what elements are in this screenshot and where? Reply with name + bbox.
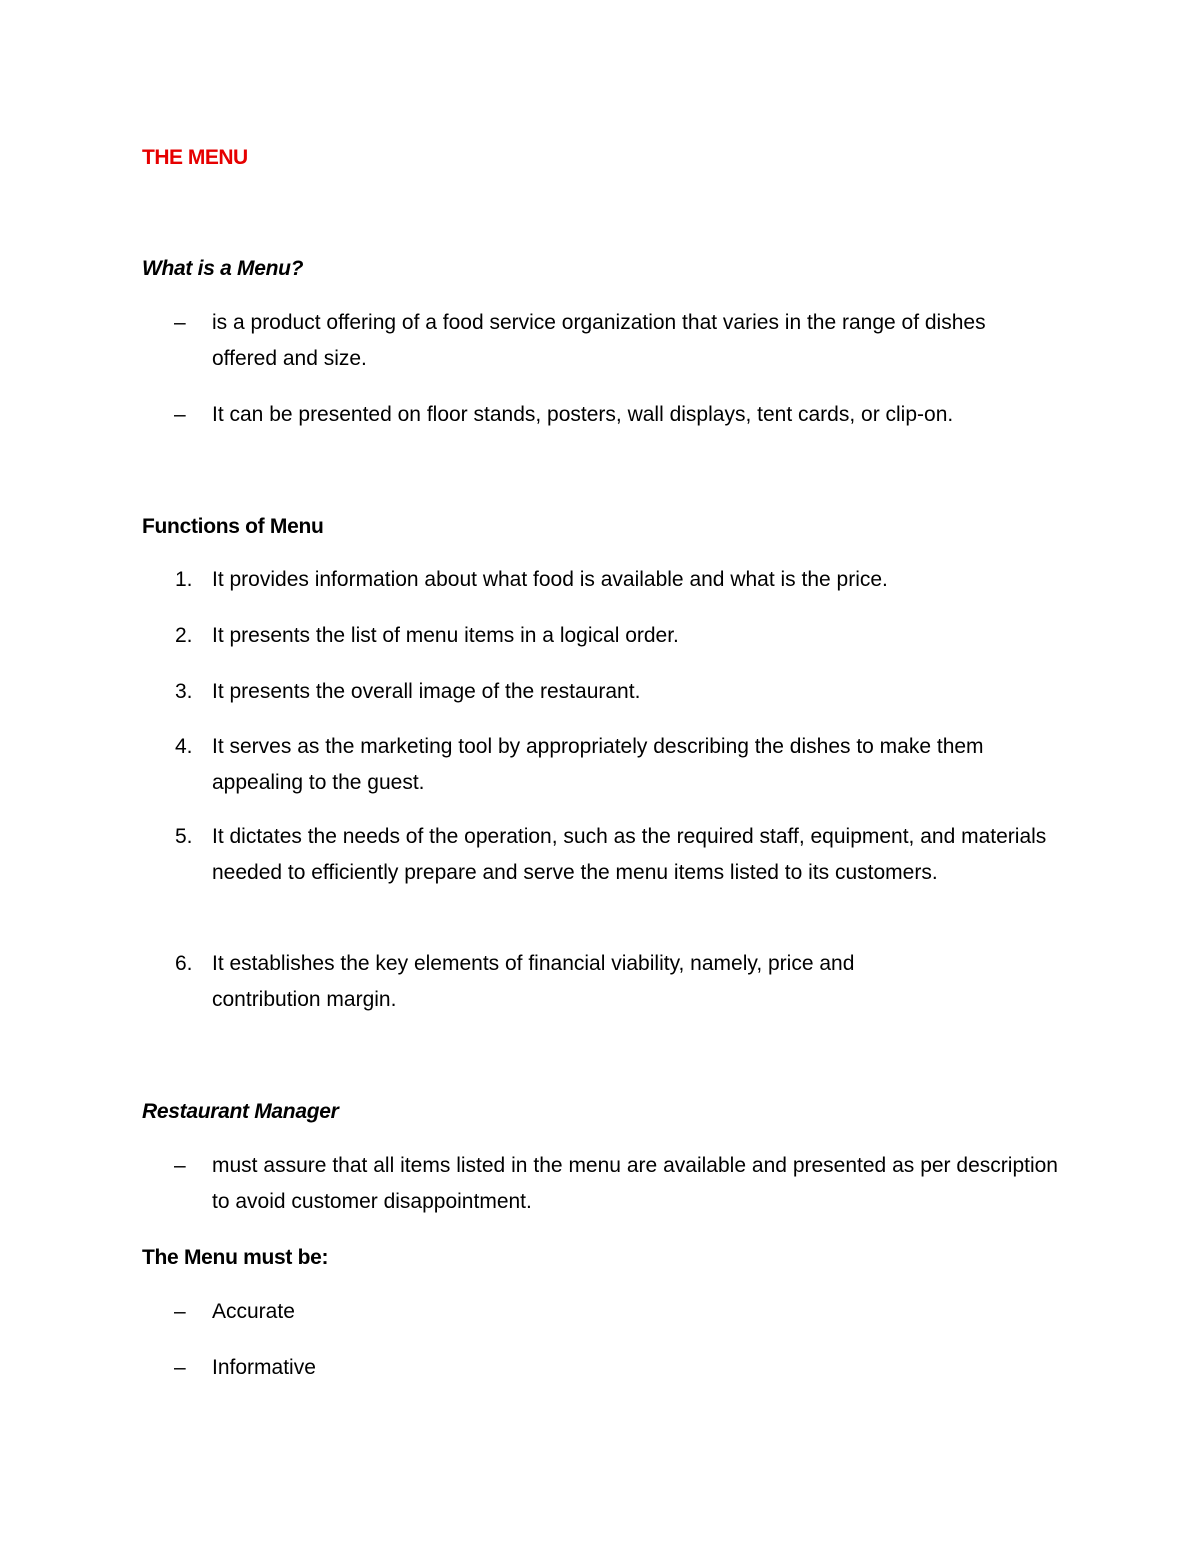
item-number: 5. <box>175 825 193 848</box>
dash-bullet: – <box>174 1300 186 1323</box>
item-number: 6. <box>175 952 193 975</box>
numbered-item <box>142 819 1072 891</box>
list-item <box>142 1294 1072 1330</box>
document-title: THE MENU <box>142 146 248 169</box>
what-is-menu-heading: What is a Menu? <box>142 257 304 280</box>
dash-bullet: – <box>174 1154 186 1177</box>
list-item-text: Informative <box>212 1356 316 1379</box>
numbered-item-text: It dictates the needs of the operation, such as the required staff, equipment, and materials needed to efficiently prepare and serve the menu items listed to its customers. <box>212 825 1047 884</box>
numbered-item-text: It provides information about what food is available and what is the price. <box>212 568 888 591</box>
list-item-text: It can be presented on floor stands, posters, wall displays, tent cards, or clip-on. <box>212 403 954 426</box>
list-item <box>142 1148 1072 1220</box>
item-number: 3. <box>175 680 193 703</box>
numbered-item <box>142 946 1072 1018</box>
numbered-item-text: It establishes the key elements of financial viability, namely, price and contribution margin. <box>212 952 855 1011</box>
list-item-text: Accurate <box>212 1300 295 1323</box>
item-number: 1. <box>175 568 193 591</box>
functions-heading: Functions of Menu <box>142 515 324 538</box>
numbered-item <box>142 618 1072 654</box>
list-item-text: is a product offering of a food service organization that varies in the range of dishes offered and size. <box>212 311 986 370</box>
item-number: 4. <box>175 735 193 758</box>
restaurant-manager-heading: Restaurant Manager <box>142 1100 339 1123</box>
list-item <box>142 1350 1072 1386</box>
numbered-item <box>142 674 1072 710</box>
numbered-item <box>142 729 1072 801</box>
list-item <box>142 305 1072 377</box>
numbered-item-text: It presents the overall image of the restaurant. <box>212 680 641 703</box>
dash-bullet: – <box>174 1356 186 1379</box>
dash-bullet: – <box>174 403 186 426</box>
numbered-item-text: It serves as the marketing tool by appropriately describing the dishes to make them appealing to the guest. <box>212 735 984 794</box>
list-item-text: must assure that all items listed in the menu are available and presented as per description to avoid customer disappointment. <box>212 1154 1058 1213</box>
dash-bullet: – <box>174 311 186 334</box>
item-number: 2. <box>175 624 193 647</box>
list-item <box>142 397 1072 433</box>
numbered-item <box>142 562 1072 598</box>
menu-must-be-heading: The Menu must be: <box>142 1246 329 1269</box>
numbered-item-text: It presents the list of menu items in a logical order. <box>212 624 679 647</box>
